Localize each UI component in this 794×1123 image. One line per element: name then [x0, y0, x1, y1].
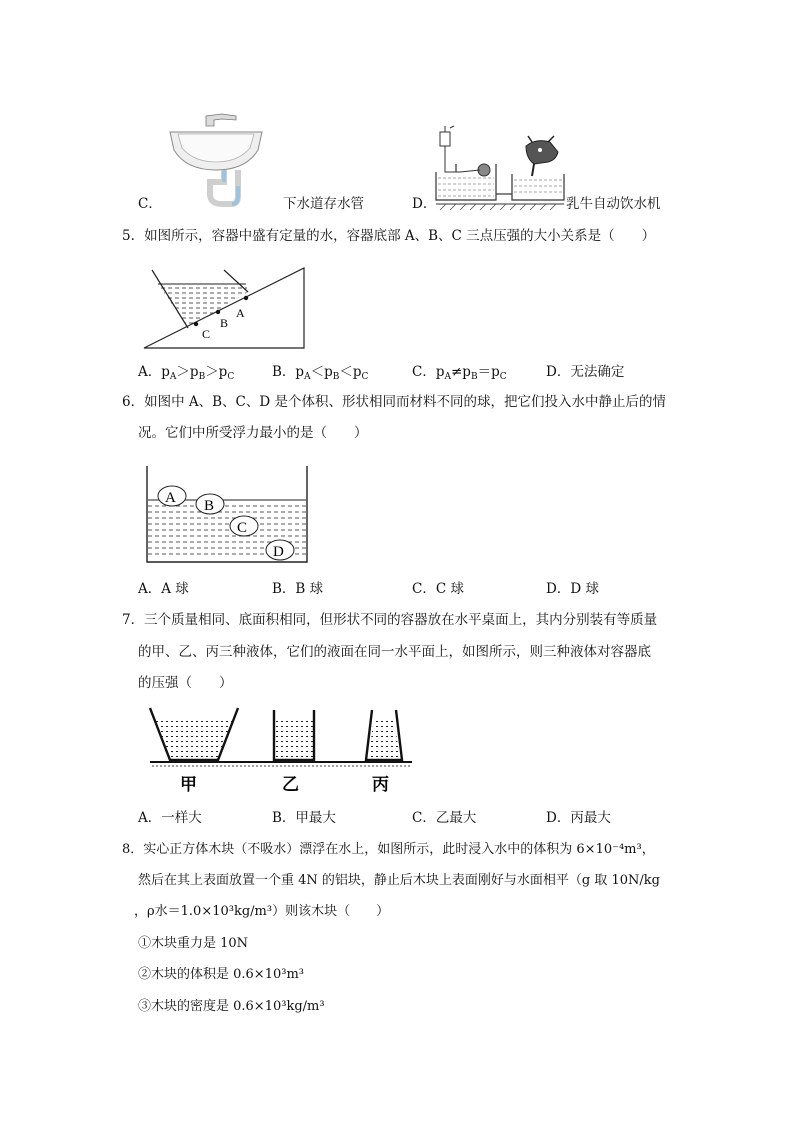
- q6-fig-label-a: A: [165, 490, 176, 506]
- q8-statement-1: ①木块重力是 10N: [138, 936, 249, 951]
- q5-fig-label-b: B: [220, 316, 229, 330]
- q4-option-d-label: D．: [412, 196, 437, 212]
- q5-fig-label-c: C: [202, 327, 211, 341]
- q7-option-d: [546, 812, 611, 826]
- sink-figure: [166, 108, 266, 213]
- q6-option-b: [272, 583, 323, 597]
- q5-option-c: [412, 366, 507, 382]
- q5-option-c-letter: C．: [412, 364, 436, 380]
- q7-option-c: [412, 812, 476, 826]
- q6-option-c-letter: C．: [412, 581, 436, 597]
- q7-option-a: [138, 812, 202, 826]
- q8-stem-line1: 8．实心正方体木块（不吸水）漂浮在水上，如图所示，此时浸入水中的体积为 6×10⁻⁴m³，: [122, 842, 655, 857]
- q8-stem-line2: 然后在其上表面放置一个重 4N 的铝块，静止后木块上表面刚好与水面相平（g 取 10N/kg: [138, 873, 660, 888]
- q5-option-d-text: 无法确定: [570, 364, 625, 380]
- q6-stem-line1: 6．如图中 A、B、C、D 是个体积、形状相同而材料不同的球，把它们投入水中静止后的情: [122, 394, 666, 410]
- q6-option-a-letter: A．: [138, 581, 162, 597]
- q6-option-c-text: C 球: [435, 581, 464, 597]
- q5-stem: 5．如图所示，容器中盛有定量的水，容器底部 A、B、C 三点压强的大小关系是（ ）: [122, 228, 656, 244]
- q7-stem-line3: 的压强（ ）: [138, 675, 233, 691]
- q6-balls-in-water-figure: [146, 466, 308, 564]
- q6-stem-line2: 况。它们中所受浮力最小的是（ ）: [138, 425, 368, 441]
- q5-option-b-letter: B．: [272, 364, 296, 380]
- q5-option-a-text: $p_A>p_B>p_C$: [161, 364, 235, 382]
- q6-option-d-letter: D．: [546, 581, 571, 597]
- q5-option-c-text: $p_A\ne p_B=p_C$: [435, 364, 507, 382]
- q6-fig-label-c: C: [237, 520, 248, 536]
- q7-fig-label-bing: 丙: [372, 775, 389, 795]
- q5-option-a: [138, 366, 234, 382]
- q8-statement-2: ②木块的体积是 0.6×10³m³: [138, 967, 304, 982]
- q7-option-d-letter: D．: [546, 810, 571, 826]
- q7-option-d-text: 丙最大: [570, 810, 611, 826]
- q8-stem-line3: ，ρ水＝1.0×10³kg/m³）则该木块（ ）: [134, 904, 390, 919]
- q7-fig-label-yi: 乙: [282, 775, 299, 795]
- q8-statement-3: ③木块的密度是 0.6×10³kg/m³: [138, 999, 325, 1014]
- cow-drinker-figure: [436, 124, 566, 214]
- q7-option-a-letter: A．: [138, 810, 162, 826]
- q7-option-c-letter: C．: [412, 810, 436, 826]
- q5-option-b: [272, 366, 368, 382]
- q7-option-c-text: 乙最大: [435, 810, 477, 826]
- q5-wedge-container-figure: [144, 262, 306, 352]
- q7-option-b-text: 甲最大: [295, 810, 336, 826]
- q5-fig-label-a: A: [236, 306, 245, 320]
- q6-option-d-text: D 球: [570, 581, 599, 597]
- q4-option-d-caption: 乳牛自动饮水机: [566, 196, 661, 212]
- q6-option-d: [546, 583, 599, 597]
- q5-option-d-letter: D．: [546, 364, 571, 380]
- q6-fig-label-d: D: [273, 544, 284, 560]
- q7-three-containers-figure: [150, 704, 412, 798]
- q5-option-b-text: $p_A<p_B<p_C$: [295, 364, 369, 382]
- q7-fig-label-jia: 甲: [180, 775, 197, 795]
- q6-option-c: [412, 583, 464, 597]
- q7-option-b-letter: B．: [272, 810, 296, 826]
- q4-option-c-caption: 下水道存水管: [283, 196, 364, 212]
- q6-option-a: [138, 583, 189, 597]
- q6-option-b-text: B 球: [295, 581, 324, 597]
- q6-option-a-text: A 球: [161, 581, 189, 597]
- q4-option-c-label: C．: [138, 196, 162, 212]
- q6-fig-label-b: B: [204, 498, 215, 514]
- q5-option-d: [546, 366, 624, 380]
- q7-stem-line1: 7．三个质量相同、底面积相同，但形状不同的容器放在水平桌面上，其内分别装有等质量: [122, 612, 658, 628]
- q7-stem-line2: 的甲、乙、丙三种液体，它们的液面在同一水平面上，如图所示，则三种液体对容器底: [138, 644, 651, 660]
- q6-option-b-letter: B．: [272, 581, 296, 597]
- q5-option-a-letter: A．: [138, 364, 162, 380]
- q7-option-b: [272, 812, 336, 826]
- q7-option-a-text: 一样大: [161, 810, 202, 826]
